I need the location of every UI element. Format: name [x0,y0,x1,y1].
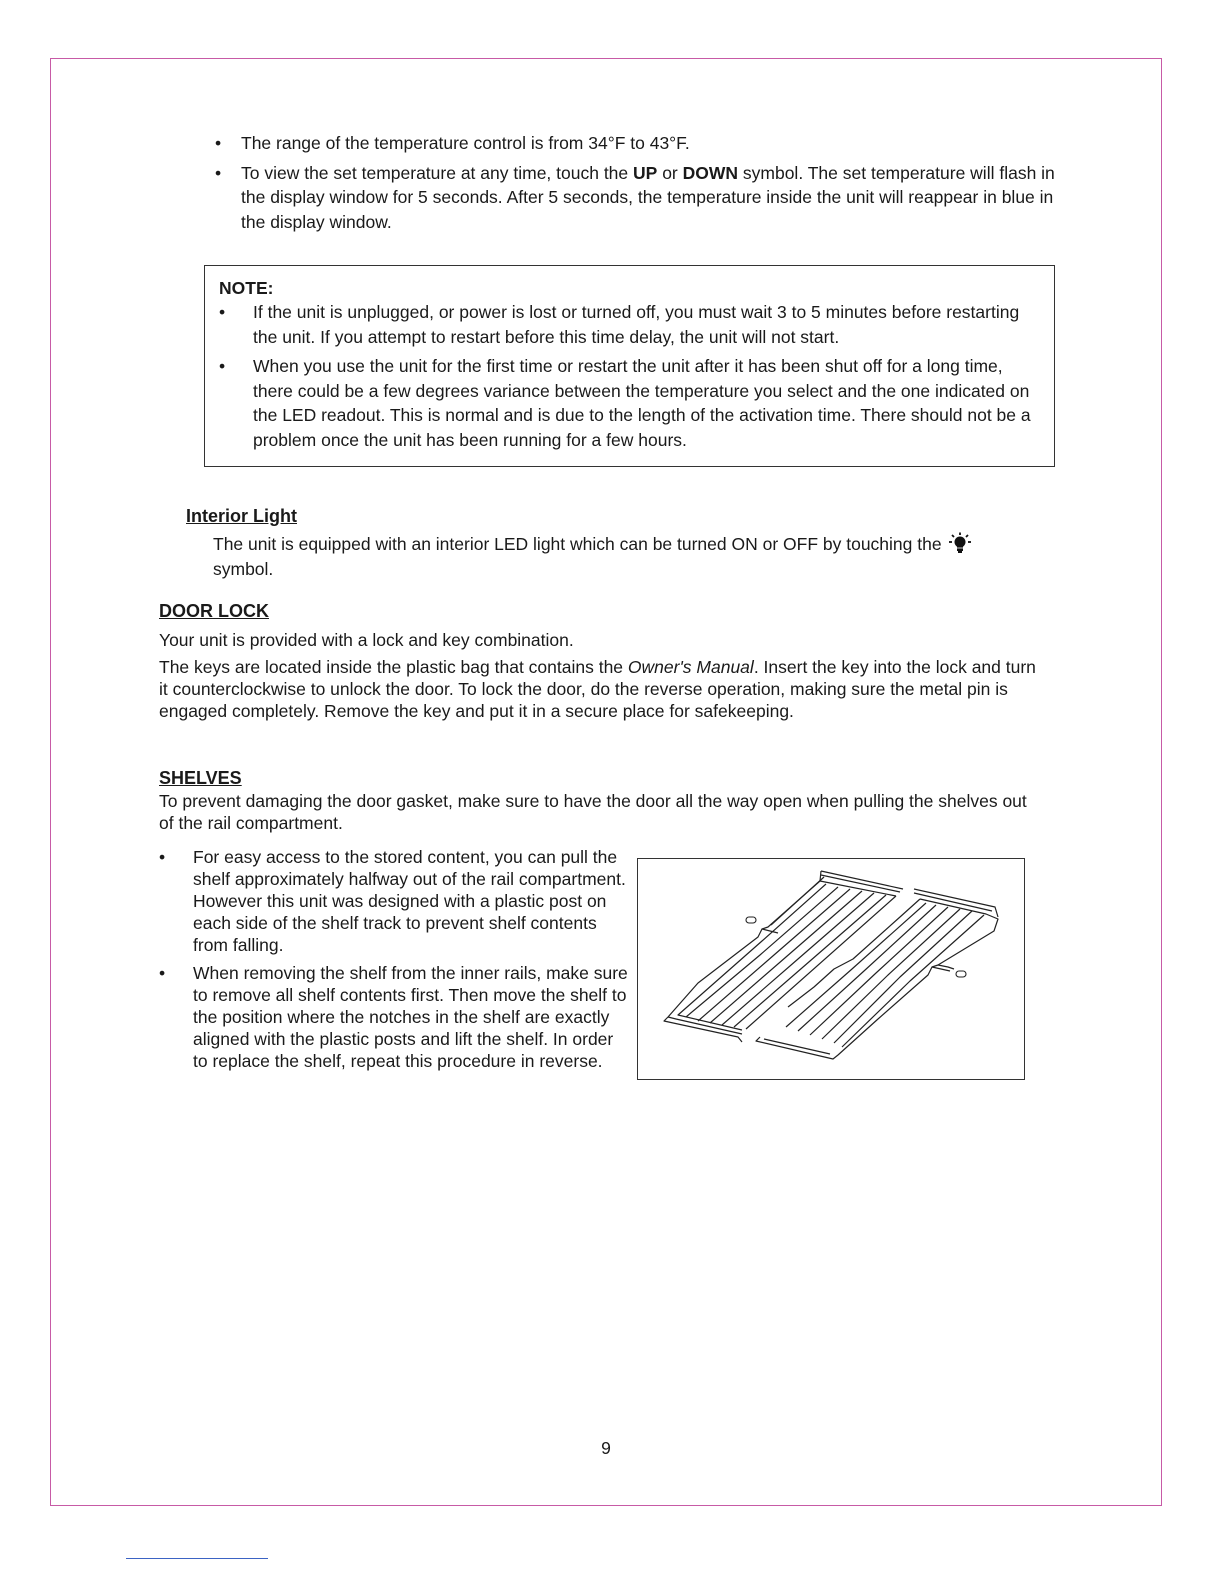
list-item [219,300,1040,349]
wire-shelf-illustration [638,859,1023,1078]
view-set-temperature-text: To view the set temperature at any time, touch the UP or DOWN symbol. The set temperature will flash in the display window for 5 seconds. After 5 seconds, the temperature inside the unit will reappear in blue in the display window. [241,162,1055,232]
note-box [204,265,1055,467]
shelf-access-text: For easy access to the stored content, you can pull the shelf approximately halfway out of the rail compartment. However this unit was designed with a plastic post on each side of the shelf track to prevent shelf contents from falling. [193,847,626,955]
interior-light-text [213,532,1043,581]
door-lock-paragraph: Your unit is provided with a lock and key combination. [159,630,574,650]
list-item [215,131,1055,156]
shelves-heading: SHELVES [159,768,242,788]
interior-light-heading: Interior Light [186,506,297,526]
interior-light-text-before: The unit is equipped with an interior LED light which can be turned ON or OFF by touching the [213,534,947,554]
shelves-intro: To prevent damaging the door gasket, make sure to have the door all the way open when pulling the shelves out of the rail compartment. [159,791,1027,833]
note-item: If the unit is unplugged, or power is lost or turned off, you must wait 3 to 5 minutes before restarting the unit. If you attempt to restart before this time delay, the unit will not start. [253,302,1020,347]
bullet: • [219,302,226,322]
door-lock-heading: DOOR LOCK [159,601,269,621]
temperature-bullets [215,131,1055,239]
bullet: • [159,847,166,867]
light-bulb-icon [948,532,972,554]
bullet: • [159,963,166,983]
list-item [159,962,629,1072]
list-item [215,161,1055,235]
note-item: When you use the unit for the first time or restart the unit after it has been shut off for a long time, there could be a few degrees variance between the temperature you select and the one indicated on the LED readout. This is normal and is due to the length of the activation time. There should not be a problem once the unit has been running for a few hours. [253,356,1031,450]
bullet: • [215,133,222,153]
note-title: NOTE: [219,278,274,298]
interior-light-text-after: symbol. [213,558,274,579]
shelf-removal-text: When removing the shelf from the inner rails, make sure to remove all shelf contents first. Then move the shelf to the position where the notches in the shelf are exactly aligned with the plastic posts and lift the shelf. In order to replace the shelf, repeat this procedure in reverse. [193,963,628,1071]
list-item [159,846,629,956]
bullet: • [215,162,222,183]
wire-shelf-diagram [637,858,1025,1080]
list-item [219,354,1040,452]
bullet: • [219,356,226,376]
temperature-range-text: The range of the temperature control is from 34°F to 43°F. [241,133,690,153]
page-number: 9 [601,1438,611,1458]
door-lock-instructions: The keys are located inside the plastic bag that contains the Owner's Manual. Insert the key into the lock and turn it counterclockwise to unlock the door. To lock the door, do the reverse operation, making sure the metal pin is engaged completely. Remove the key and put it in a secure place for safekeeping. [159,657,1036,721]
divider [126,1558,268,1559]
shelves-bullets [159,846,629,1078]
